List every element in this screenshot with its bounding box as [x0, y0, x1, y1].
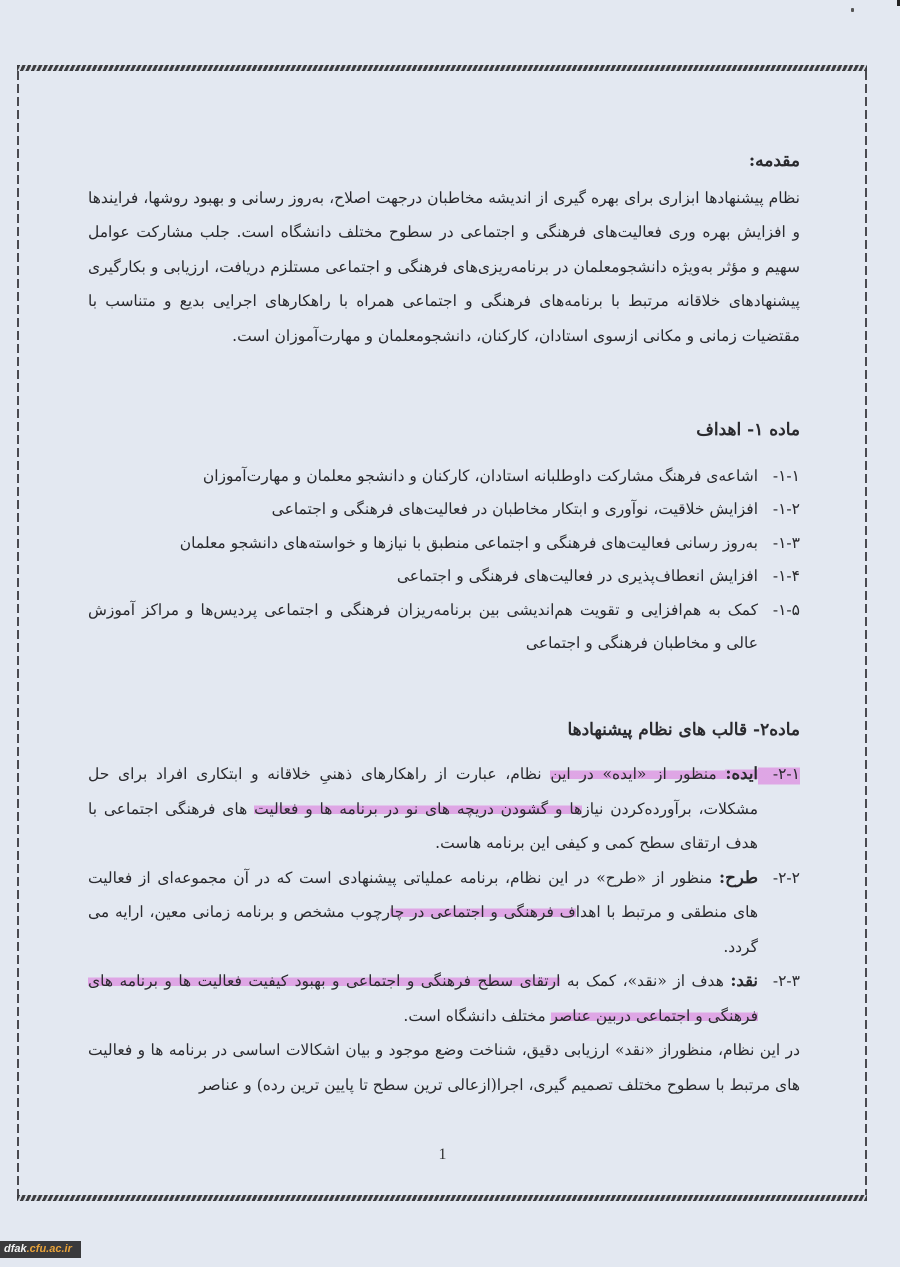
format-item-plan [88, 861, 800, 965]
plain-text: مختلف دانشگاه است. [403, 1006, 551, 1025]
plain-text: هدف از «نقد»، کمک به [560, 972, 731, 990]
goal-item [88, 527, 800, 561]
format-term: ایده: [725, 764, 758, 783]
format-item-idea [88, 757, 800, 861]
border-left [17, 71, 19, 1195]
watermark-domain: .cfu.ac.ir [26, 1243, 72, 1255]
goal-number: ۱-۴- [772, 567, 800, 585]
highlighted-text: ارتقای سطح فرهنگی و اجتماعی و بهبود کیفیت فعالیت ها و برنامه های فرهنگی و اجتماعی دربین عناصر [88, 972, 758, 1025]
plain-text: های فرهنگی اجتماعی با هدف ارتقای سطح کمی و کیفی این برنامه هاست. [88, 799, 758, 852]
intro-paragraph: نظام پیشنهادها ابزاری برای بهره گیری از اندیشه مخاطبان درجهت اصلاح، به‌روز رسانی و بهبود روشها، فرایندها و افزایش بهره وری فعالیت‌های فرهنگی و اجتماعی در سطوح مختلف دانشگاه است. جلب مشارکت عوامل سهیم و مؤثر به‌ویژه دانشجومعلمان در برنامه‌ریزی‌های فرهنگی و اجتماعی مستلزم دریافت، ارزیابی و بکارگیری پیشنهادهای خلاقانه مرتبط با برنامه‌های فرهنگی و اجتماعی همراه با راهکارهای اجرایی بدیع و متناسب با مقتضیات زمانی و مکانی ازسوی استادان، کارکنان، دانشجومعلمان و مهارت‌آموزان است. [88, 188, 800, 345]
watermark-prefix: dfak [4, 1243, 27, 1255]
intro-heading: مقدمه: [748, 151, 800, 171]
goal-item [88, 460, 800, 494]
border-top [17, 65, 867, 71]
format-number: ۲-۱- [758, 757, 800, 792]
format-text [88, 964, 758, 1033]
goal-text: اشاعه‌ی فرهنگ مشارکت داوطلبانه استادان، کارکنان و دانشجو معلمان و مهارت‌آموزان [202, 466, 758, 485]
page-number: 1 [438, 1146, 447, 1163]
highlighted-text: ها و گشودن دریچه های نو در برنامه ها و فعالیت [254, 799, 583, 818]
plain-text: رچوب مشخص و برنامه زمانی معین، ارایه می گردد. [88, 903, 758, 956]
goal-item [88, 493, 800, 527]
site-watermark [0, 1241, 81, 1258]
format-number: ۲-۲- [772, 868, 800, 887]
scan-speck [851, 8, 854, 12]
section1-heading: ماده ۱- اهداف [696, 420, 800, 440]
document-body [88, 140, 800, 1102]
goal-number: ۱-۲- [772, 500, 800, 518]
goal-item [88, 594, 800, 661]
format-term: طرح: [719, 867, 758, 887]
highlighted-text: منظور از «ایده» در این [550, 765, 726, 783]
plain-text: نظام، عبارت از راهکارهای ذهنیِ خلاقانه و ابتکاری افراد برای حل مشکلات، برآورده‌کردن نیاز [88, 765, 759, 818]
plain-text: منظور از «طرح» در این نظام، برنامه عملیاتی پیشنهادی است که در آن مجموعه‌ای از فعالیت های منطقی و مرتبط با اهدا [88, 868, 759, 921]
border-bottom [17, 1195, 867, 1201]
goal-number: ۱-۱- [772, 466, 800, 485]
border-right [865, 71, 867, 1195]
goal-text: به‌روز رسانی فعالیت‌های فرهنگی و اجتماعی منطبق با نیازها و خواسته‌های دانشجو معلمان [179, 533, 758, 552]
format-number: ۲-۳- [772, 972, 800, 990]
section2-heading: ماده۲- قالب های نظام پیشنهادها [567, 719, 800, 740]
goal-number: ۱-۳- [772, 533, 800, 552]
critique-closing-paragraph: در این نظام، منظوراز «نقد» ارزیابی دقیق، شناخت وضع موجود و بیان اشکالات اساسی در برنامه ها و فعالیت های مرتبط با سطوح مختلف تصمیم گیری، اجرا(ازعالی ترین سطح تا پایین ترین رده) و عناصر [88, 1041, 800, 1094]
highlighted-text: ف فرهنگی و اجتماعی در چا [390, 903, 576, 921]
format-text [88, 757, 758, 861]
format-text [88, 861, 758, 965]
format-item-critique [88, 964, 800, 1033]
goal-text: افزایش خلاقیت، نوآوری و ابتکار مخاطبان در فعالیت‌های فرهنگی و اجتماعی [271, 500, 758, 518]
goal-item [88, 560, 800, 594]
goals-list [88, 460, 800, 661]
goal-text: کمک به هم‌افزایی و تقویت هم‌اندیشی بین برنامه‌ریزان فرهنگی و اجتماعی پردیس‌ها و مراکز آموزش عالی و مخاطبان فرهنگی و اجتماعی [88, 600, 758, 652]
goal-text: افزایش انعطاف‌پذیری در فعالیت‌های فرهنگی و اجتماعی [396, 567, 758, 585]
format-term: نقد: [730, 971, 759, 990]
goal-number: ۱-۵- [772, 600, 800, 619]
